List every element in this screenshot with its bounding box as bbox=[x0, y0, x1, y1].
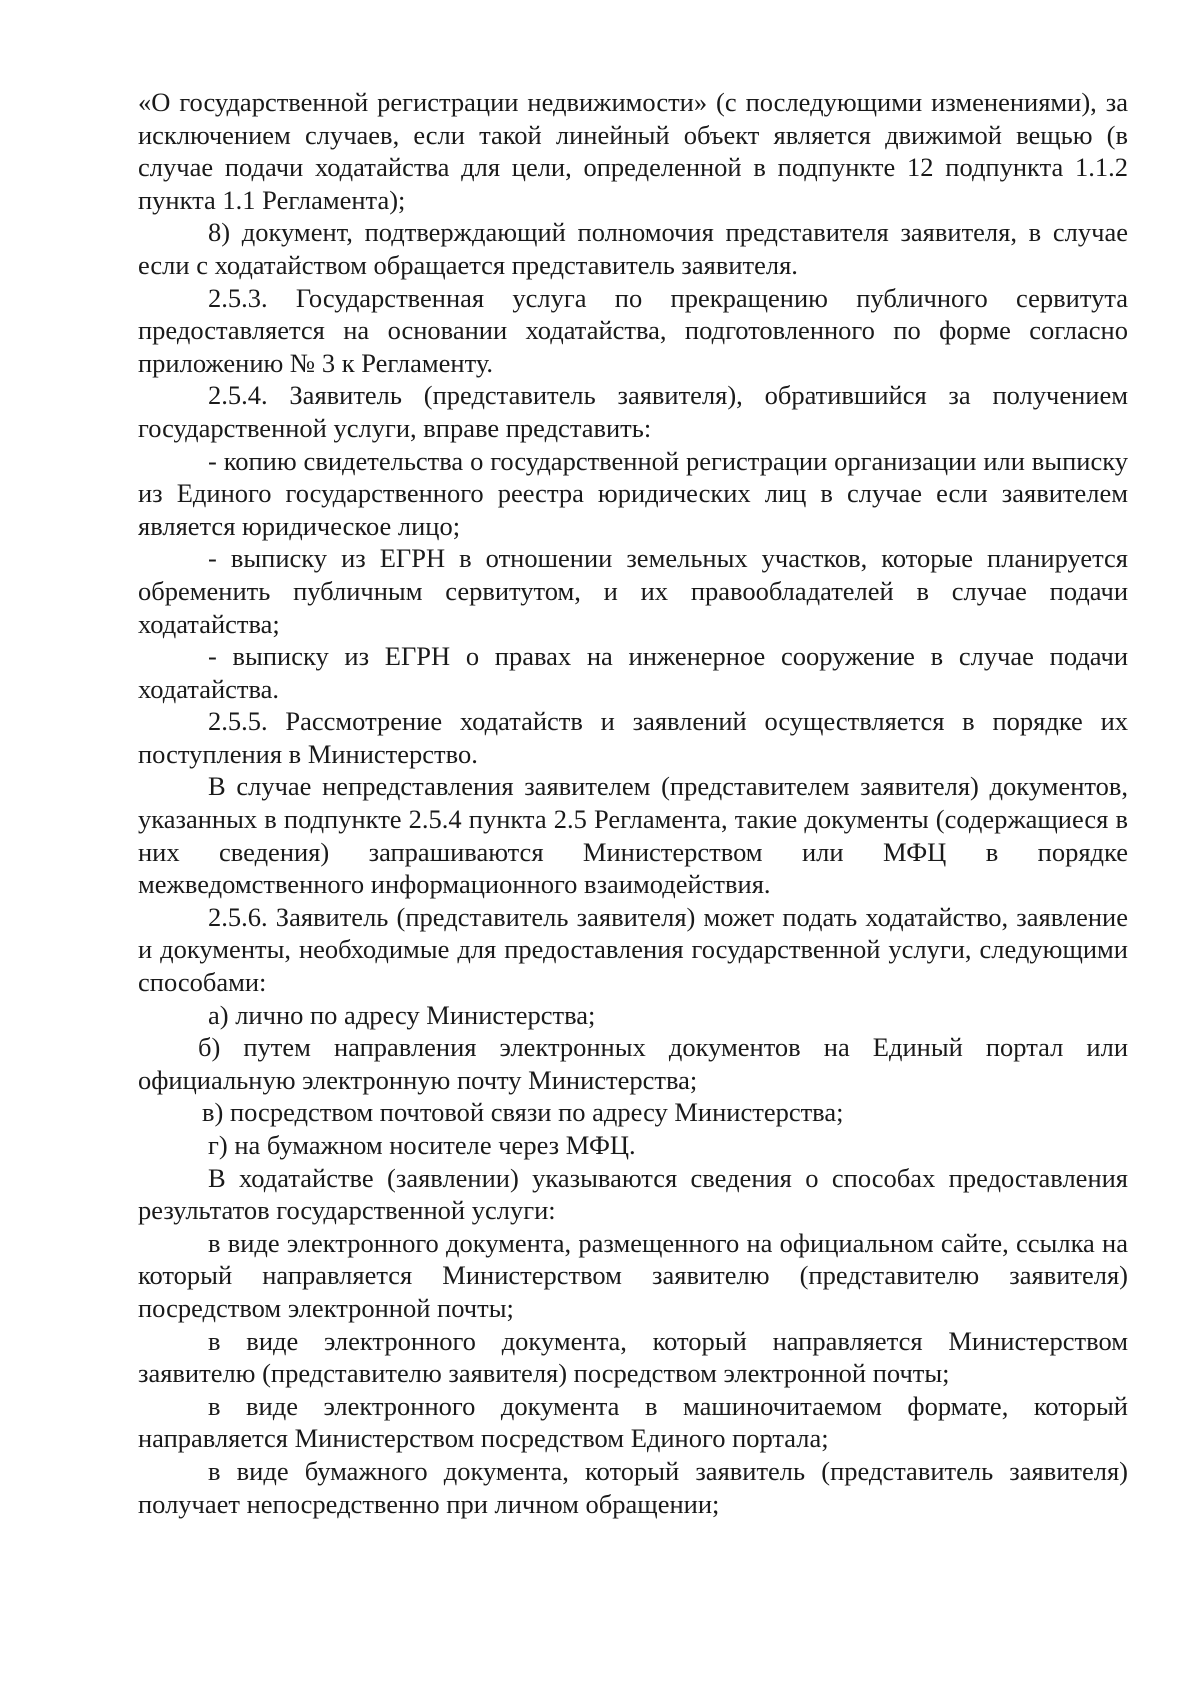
list-item-g: г) на бумажном носителе через МФЦ. bbox=[208, 1130, 636, 1160]
list-item-egrn-engineering: - выписку из ЕГРН о правах на инженерное сооружение в случае подачи ходатайства. bbox=[138, 641, 1128, 704]
list-item-result-email: в виде электронного документа, который направляется Министерством заявителю (представителю заявителя) посредством электронной почты; bbox=[138, 1325, 1128, 1389]
list-item-result-website: в виде электронного документа, размещенного на официальном сайте, ссылка на который направляется Министерством заявителю (представителю заявителя) посредством электронной почты; bbox=[138, 1227, 1128, 1323]
list-item-egrn-land-plots: - выписку из ЕГРН в отношении земельных участков, которые планируется обременить публичным сервитутом, и их правообладателей в случае подачи ходатайства; bbox=[138, 543, 1128, 639]
paragraph-2-5-5: 2.5.5. Рассмотрение ходатайств и заявлений осуществляется в порядке их поступления в Министерство. bbox=[138, 706, 1128, 769]
paragraph-2-5-3: 2.5.3. Государственная услуга по прекращению публичного сервитута предоставляется на основании ходатайства, подготовленного по форме согласно приложению № 3 к Регламенту. bbox=[138, 282, 1128, 378]
list-item-a: а) лично по адресу Министерства; bbox=[208, 999, 596, 1030]
list-item-v: в) посредством почтовой связи по адресу Министерства; bbox=[202, 1097, 844, 1128]
paragraph-2-5-6: 2.5.6. Заявитель (представитель заявителя) может подать ходатайство, заявление и документы, необходимые для предоставления государственной услуги, следующими способами: bbox=[138, 901, 1128, 998]
paragraph-result-methods: В ходатайстве (заявлении) указываются сведения о способах предоставления результатов государственной услуги: bbox=[138, 1162, 1128, 1226]
paragraph-non-submission: В случае непредставления заявителем (представителем заявителя) документов, указанных в подпункте 2.5.4 пункта 2.5 Регламента, такие документы (содержащиеся в них сведения) запрашиваются Министерством или МФЦ в порядке межведомственного информационного взаимодействия. bbox=[138, 771, 1128, 900]
list-item-result-paper: в виде бумажного документа, который заявитель (представитель заявителя) получает непосредственно при личном обращении; bbox=[138, 1455, 1128, 1519]
list-item-b: б) путем направления электронных документов на Единый портал или официальную электронную почту Министерства; bbox=[138, 1032, 1128, 1095]
paragraph-continuation: «О государственной регистрации недвижимости» (с последующими изменениями), за исключением случаев, если такой линейный объект является движимой вещью (в случае подачи ходатайства для цели, определенной в подпункте 12 подпункта 1.1.2 пункта 1.1 Регламента); bbox=[138, 87, 1128, 215]
document-page bbox=[138, 86, 1128, 1520]
paragraph-2-5-4: 2.5.4. Заявитель (представитель заявителя), обратившийся за получением государственной услуги, вправе представить: bbox=[138, 380, 1128, 443]
paragraph-item-8: 8) документ, подтверждающий полномочия представителя заявителя, в случае если с ходатайством обращается представитель заявителя. bbox=[138, 217, 1128, 280]
list-item-result-portal: в виде электронного документа в машиночитаемом формате, который направляется Министерством посредством Единого портала; bbox=[138, 1390, 1128, 1454]
list-item-certificate-copy: - копию свидетельства о государственной регистрации организации или выписку из Единого государственного реестра юридических лиц в случае если заявителем является юридическое лицо; bbox=[138, 445, 1128, 541]
